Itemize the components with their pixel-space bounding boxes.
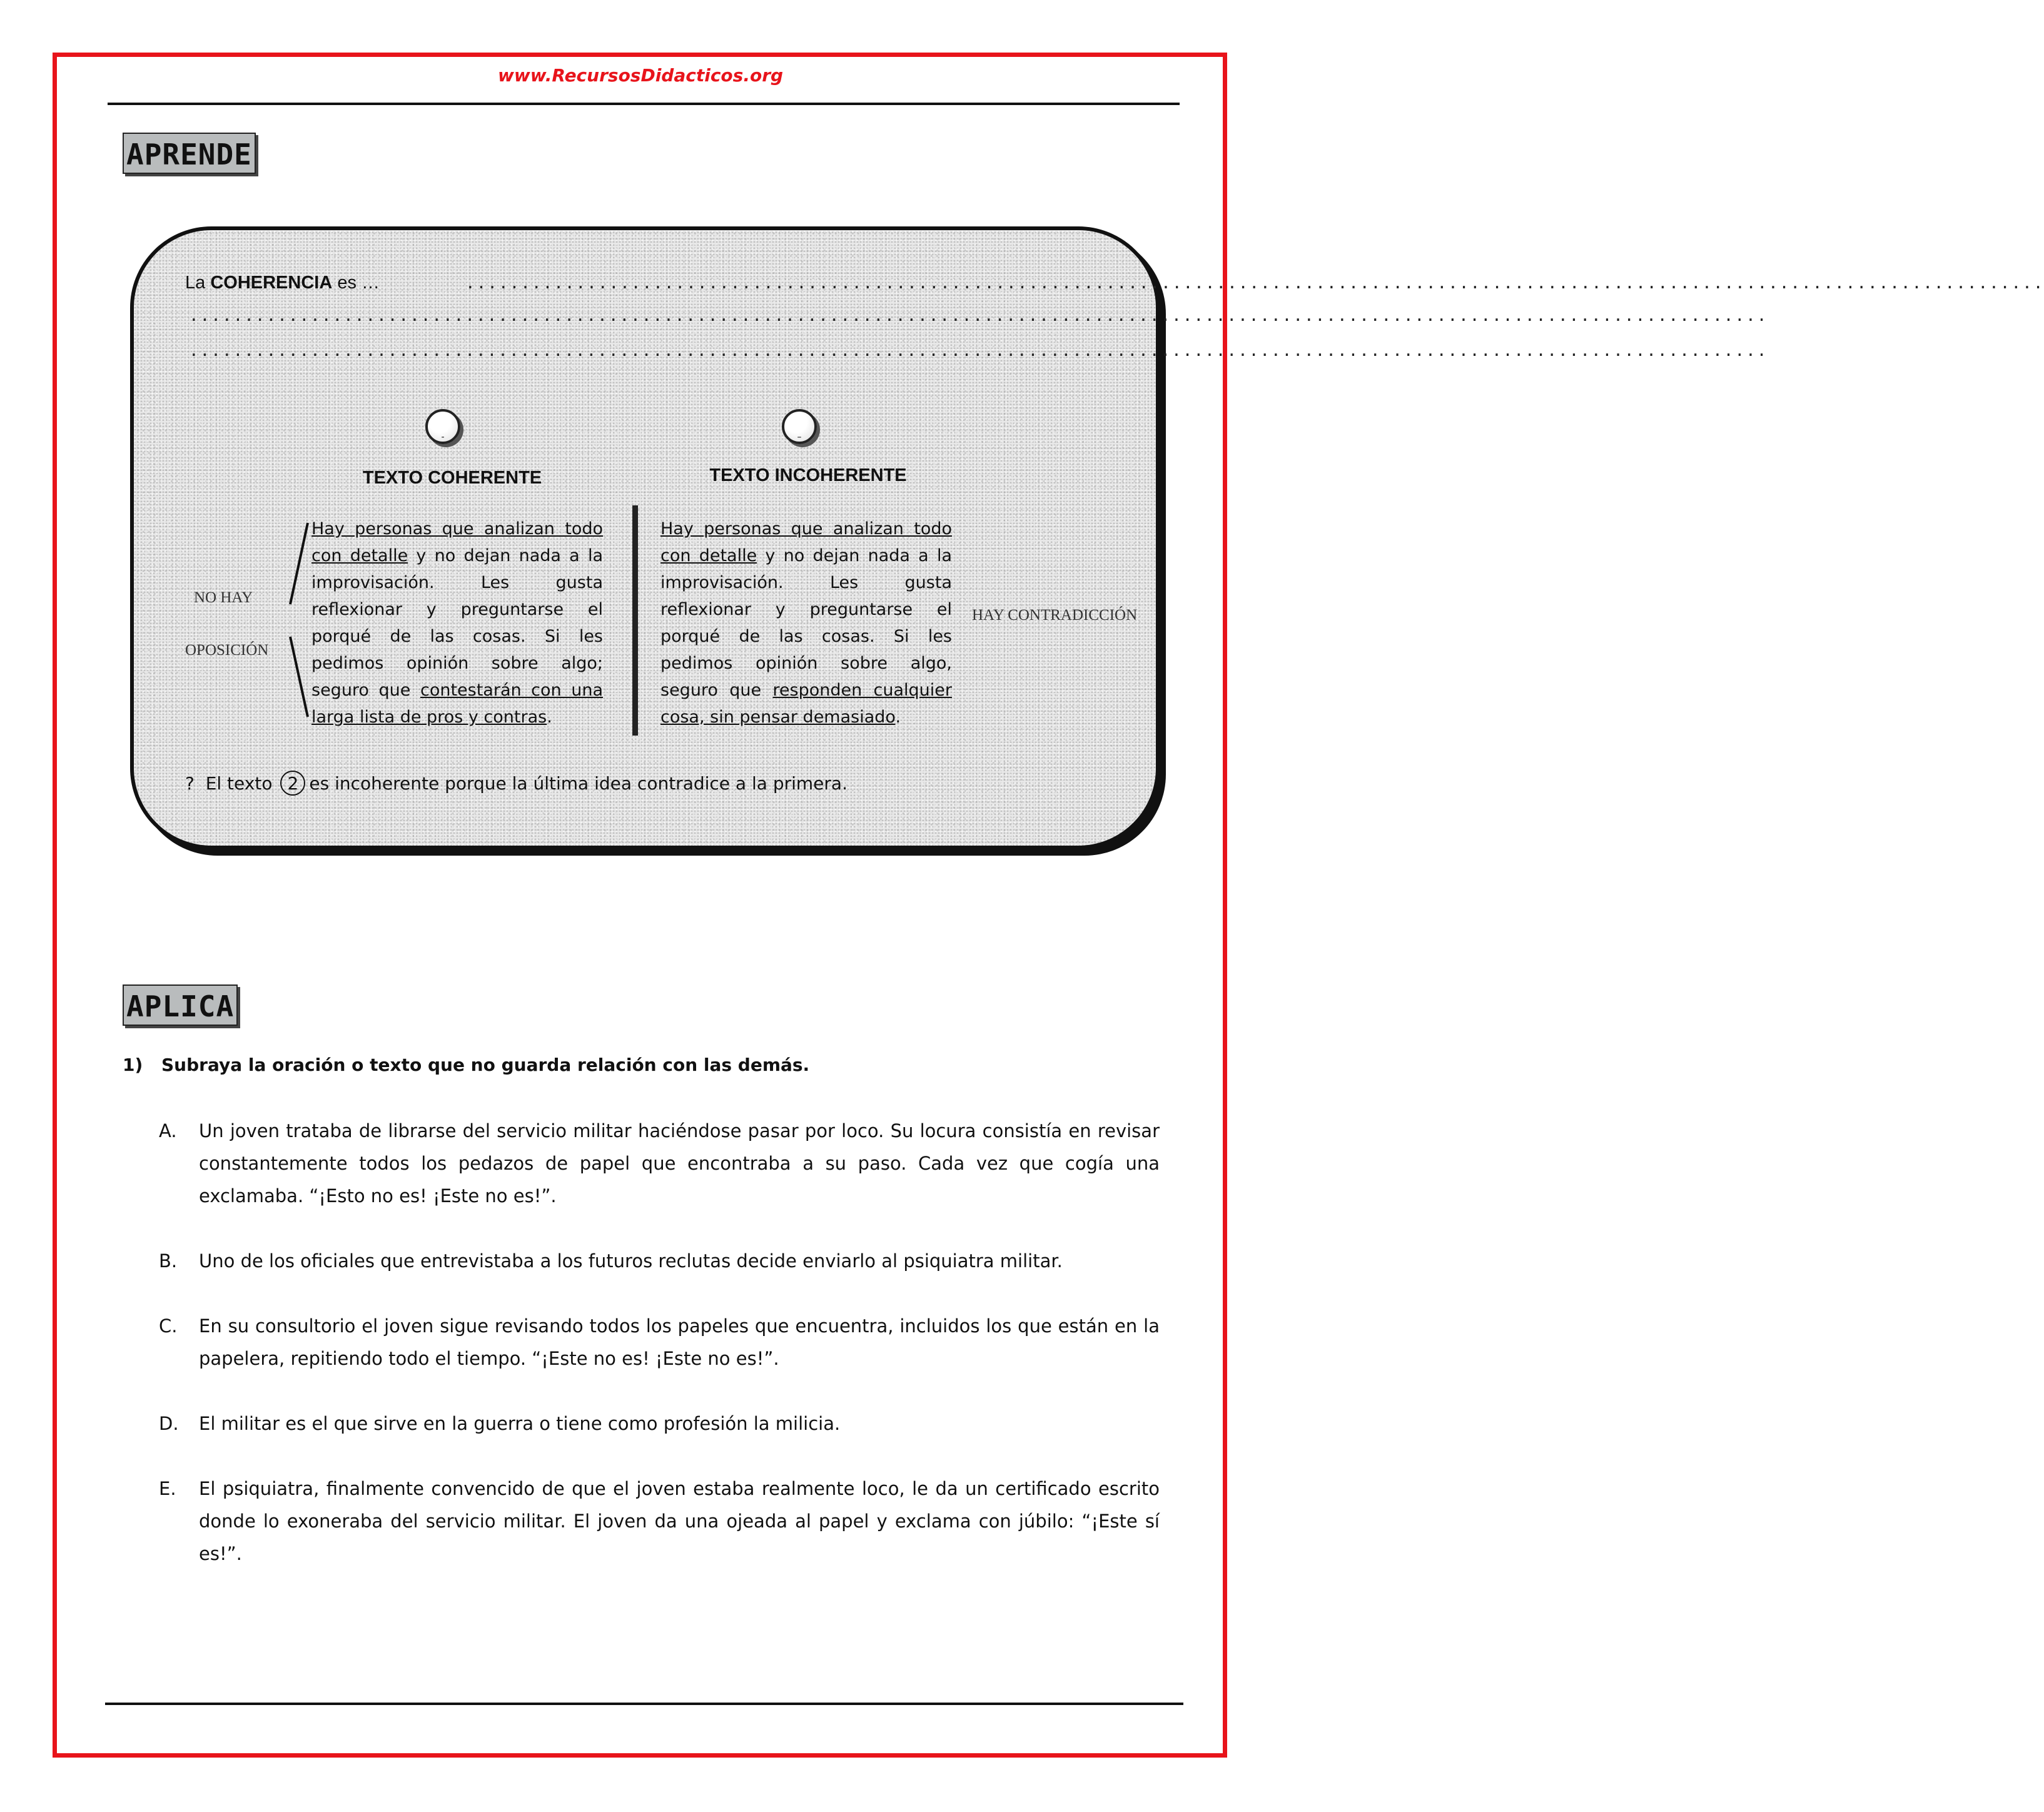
definition-label: La COHERENCIA es … (185, 273, 380, 293)
option-e[interactable]: E. El psiquiatra, finalmente convencido de que el joven estaba realmente loco, le da un certificado escrito donde lo exoneraba del servicio militar. El joven da una ojeada al papel y exclama con júbilo: “¡Este sí es!”. (159, 1478, 1160, 1564)
option-d[interactable]: D. El militar es el que sirve en la guerra o tiene como profesión la milicia. (159, 1413, 841, 1434)
contradiction-label: HAY CONTRADICCIÓN (972, 607, 1138, 624)
incoherent-text: Hay personas que analizan todo con detalle y no dejan nada a la improvisación. Les gusta reflexionar y preguntarse el porqué de las cosas. Si les pedimos opinión sobre algo, seguro que responden cualquier cosa, sin pensar demasiado. (660, 519, 953, 727)
no-opposition-label-2: OPOSICIÓN (185, 642, 269, 659)
aplica-title: APLICA (123, 984, 238, 1026)
incoherent-circle-marker: – (782, 409, 817, 444)
no-opposition-label-1: NO HAY (194, 589, 253, 606)
option-b[interactable]: B. Uno de los oficiales que entrevistaba a los futuros reclutas decide enviarlo al psiquiatra militar. (159, 1250, 1063, 1272)
incoherent-heading: TEXTO INCOHERENTE (709, 465, 907, 485)
answer-line-3[interactable]: ............................................................................................................................................... (189, 342, 1768, 360)
column-divider (632, 505, 638, 736)
top-divider (108, 103, 1180, 105)
option-a[interactable]: A. Un joven trataba de librarse del servicio militar haciéndose pasar por loco. Su locura consistía en revisar constantemente todos los pedazos de papel que encontraba a su paso. Cada vez que cogía una exclamaba. “¡Esto no es! ¡Este no es!”. (159, 1120, 1160, 1207)
text-number-circle: 2 (280, 771, 305, 796)
option-c[interactable]: C. En su consultorio el joven sigue revisando todos los papeles que encuentra, incluidos los que están en la papelera, repitiendo todo el tiempo. “¡Este no es! ¡Este no es!”. (159, 1315, 1160, 1369)
coherence-panel (130, 226, 2044, 849)
answer-line-2[interactable]: ............................................................................................................................................... (189, 306, 1768, 325)
answer-line-1[interactable]: ............................................................................................................................................... (465, 274, 2044, 293)
site-url[interactable]: www.RecursosDidacticos.org (497, 65, 784, 86)
note-bullet: ? (185, 773, 195, 794)
bottom-divider (105, 1703, 1183, 1705)
question-1: 1) Subraya la oración o texto que no guarda relación con las demás. (123, 1055, 810, 1075)
coherent-text: Hay personas que analizan todo con detalle y no dejan nada a la improvisación. Les gusta reflexionar y preguntarse el porqué de las cosas. Si les pedimos opinión sobre algo; seguro que contestarán con una larga lista de pros y contras. (311, 519, 603, 727)
coherent-heading: TEXTO COHERENTE (362, 468, 542, 488)
coherent-circle-marker: - (425, 409, 460, 444)
incoherence-note: ? El texto 2 es incoherente porque la última idea contradice a la primera. (185, 771, 847, 796)
aprende-title: APRENDE (123, 133, 256, 174)
